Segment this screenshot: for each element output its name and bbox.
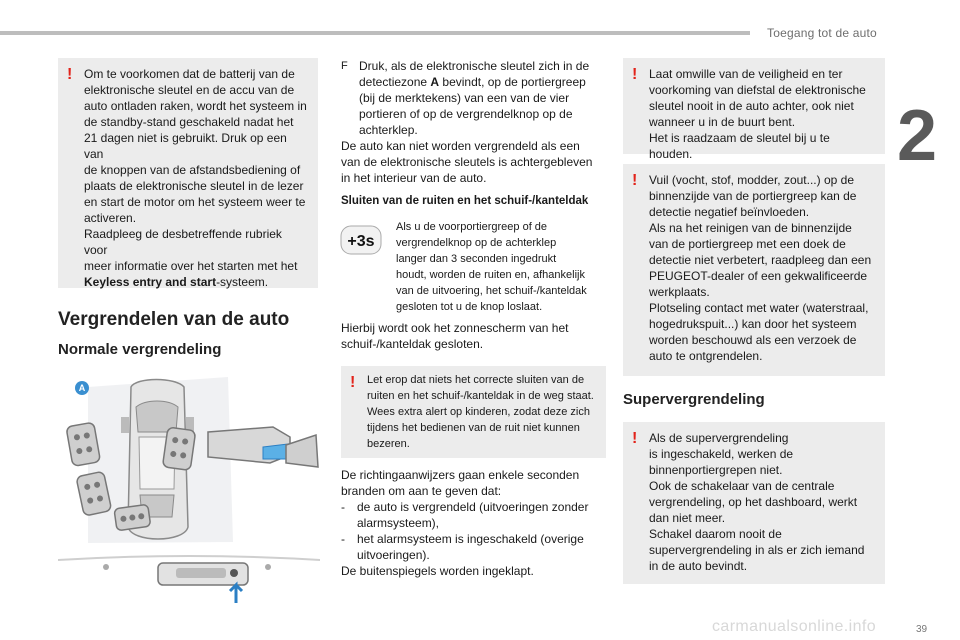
note-dirt: ! Vuil (vocht, stof, modder, zout...) op de binnenzijde van de portiergreep kan de detectie negatief beïnvloeden. Als na het reinigen van de binnenzijde van de portiergreep met een doek de detectie niet verbetert, raadpleeg dan een PEUGEOT-dealer of een gekwalificeerde werkplaats. Plotseling contact met water (waterstraal, hogedrukspuit...) kan door het systeem worden beschouwd als een verzoek de auto te ontgrendelen.: [623, 164, 885, 376]
note-windows: ! Let erop dat niets het correcte sluiten van de ruiten en het schuif-/kanteldak in de weg staat. Wees extra alert op kinderen, zodat deze zich tijdens het bedienen van de ruit niet kunnen bezeren.: [341, 366, 606, 458]
key-fob-bottom: [114, 504, 151, 531]
paragraph-zonnescherm: Hierbij wordt ook het zonnescherm van het schuif-/kanteldak gesloten.: [341, 321, 569, 351]
note-battery: [58, 58, 318, 288]
key-fob-right: [162, 427, 195, 471]
plus-3s-icon: [340, 225, 382, 255]
car-detection-illustration: [58, 367, 320, 553]
subheading-ruiten: Sluiten van de ruiten en het schuif-/kanteldak: [341, 195, 589, 207]
key-fob-left-front: [66, 422, 101, 466]
chapter-number: 2: [897, 96, 938, 176]
note-battery-bold: Keyless entry and start: [84, 275, 217, 289]
instruction-step: F Druk, als de elektronische sleutel zich in de detectiezone A bevindt, op de portiergreep (bij de merktekens) van een van de vier portieren of op de vergrendelknop op de achterklep.: [341, 59, 590, 137]
warning-icon: !: [67, 66, 73, 83]
svg-text:+3s: +3s: [347, 233, 375, 250]
section-title: Toegang tot de auto: [767, 26, 877, 40]
page-number: 39: [916, 624, 928, 635]
watermark: carmanualsonline.info: [712, 618, 877, 635]
warning-icon: !: [632, 172, 638, 189]
warning-icon: !: [632, 430, 638, 447]
step-marker-icon: F: [341, 60, 348, 72]
signals-block: [341, 467, 611, 579]
warning-icon: !: [632, 66, 638, 83]
tailgate-lock-button-illustration: [58, 553, 320, 607]
paragraph-mirrors: De buitenspiegels worden ingeklapt.: [341, 564, 534, 578]
heading-vergrendelen: Vergrendelen van de auto: [58, 309, 290, 330]
note-theft: ! Laat omwille van de veiligheid en ter voorkoming van diefstal de elektronische sleutel nooit in de auto achter, ook niet wanneer u in de buurt bent. Het is raadzaam de sleutel bij u te houden.: [623, 58, 885, 154]
instruction-block: [341, 58, 606, 186]
heading-supervergrendeling: Supervergrendeling: [623, 391, 765, 408]
paragraph-key-inside: De auto kan niet worden vergrendeld als een van de elektronische sleutels is achtergebleven in het interieur van de auto.: [341, 139, 593, 185]
note-supervergrendeling: ! Als de supervergrendeling is ingeschakeld, werken de binnenportiergrepen niet. Ook de schakelaar van de centrale vergrendeling, op het dashboard, werkt dan niet meer. Schakel daarom nooit de supervergrendeling in als er zich iemand in de auto bevindt.: [623, 422, 885, 584]
list-item: - het alarmsysteem is ingeschakeld (overige uitvoeringen).: [341, 532, 584, 562]
note-battery-text: Om te voorkomen dat de batterij van de elektronische sleutel en de accu van de auto ontladen raken, wordt het systeem in de standby-stand geschakeld nadat het 21 dagen niet is gebruikt. Druk op een van de knoppen van de afstandsbediening of plaats de elektronische sleutel in de lezer en start de motor om het systeem weer te activeren. Raadpleeg de desbetreffende rubriek voor meer informatie over het starten met het Keyless entry and start-systeem.: [84, 67, 307, 289]
warning-icon: !: [350, 374, 356, 391]
paragraph-indicators: De richtingaanwijzers gaan enkele seconden branden om aan te geven dat:: [341, 468, 580, 498]
list-item: - de auto is vergrendeld (uitvoeringen zonder alarmsysteem),: [341, 500, 589, 530]
heading-normale-vergrendeling: Normale vergrendeling: [58, 341, 222, 358]
paragraph-3s-close: Als u de voorportiergreep of de vergrendelknop op de achterklep langer dan 3 seconden ingedrukt houdt, worden de ruiten en, afhankelijk van de uitvoering, het schuif-/kanteldak gesloten tot u de knop loslaat.: [396, 221, 587, 313]
zone-marker-a: A: [75, 381, 89, 395]
header-rule: [0, 31, 750, 35]
